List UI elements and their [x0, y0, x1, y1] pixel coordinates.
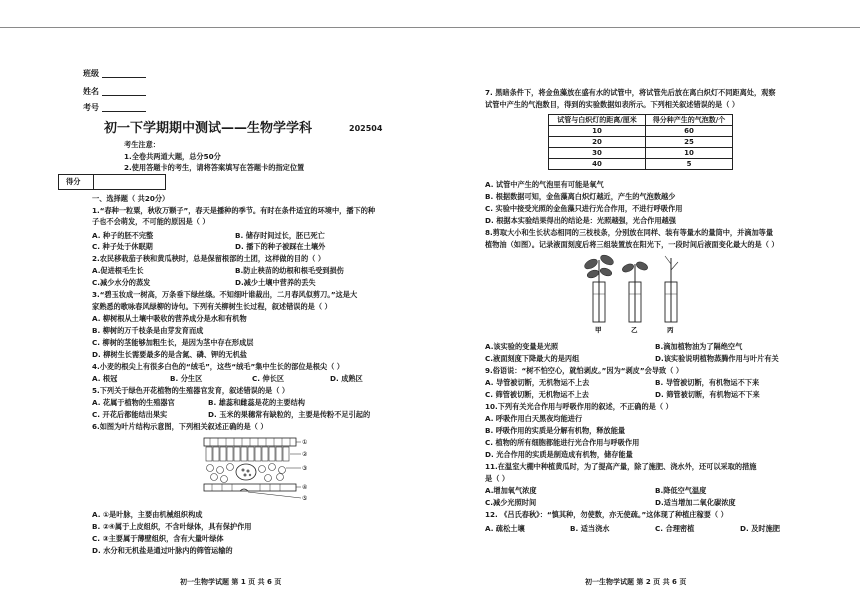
q6-option-b: B. ②④属于上皮组织，不含叶绿体，具有保护作用 [92, 522, 252, 531]
notes-line-1: 1.全卷共两道大题，总分50分 [124, 152, 221, 161]
table-cell: 20 [549, 137, 646, 148]
q7-option-a: A. 试管中产生的气泡里有可能是氧气 [485, 180, 604, 189]
q1-line-2: 子也不会萌发，不可能的原因是（ ） [92, 217, 210, 226]
q8-option-a: A.该实验的变量是光照 [485, 342, 559, 351]
q3-line-2: 家熟悉的歌咏春风绿柳的诗句。下列有关柳树生长过程，叙述错误的是（ ） [92, 302, 332, 311]
class-field-label: 班级 [83, 69, 99, 78]
q11-line-2: 是（ ） [485, 474, 510, 483]
q6-option-a: A. ①是叶脉，主要由机械组织构成 [92, 510, 203, 519]
score-box [58, 174, 166, 190]
q1-line-1: 1.“春种一粒粟，秋收万颗子”，春天是播种的季节。有时在条件适宜的环境中，播下的种 [92, 206, 376, 215]
figure-label-2: ② [302, 451, 308, 458]
q4-option-a: A. 根冠 [92, 374, 118, 383]
cylinder-label-bing: 丙 [667, 326, 674, 334]
q6-stem: 6.如图为叶片结构示意图，下列相关叙述正确的是（ ） [92, 422, 268, 431]
left-page-footer: 初一生物学试题 第 1 页 共 6 页 [180, 578, 282, 586]
q9-stem: 9.俗语说：“树不怕空心，就怕剥皮。”因为“剥皮”会导致（ ） [485, 366, 684, 375]
q10-option-a: A. 呼吸作用白天黑夜均能进行 [485, 414, 583, 423]
q4-stem: 4.小麦的根尖上有很多白色的“绒毛”，这些“绒毛”集中生长的部位是根尖（ ） [92, 362, 344, 371]
q2-option-a: A.促进根毛生长 [92, 266, 144, 275]
q3-line-1: 3.“碧玉妆成一树高，万条垂下绿丝绦。不知细叶谁裁出，二月春风似剪刀。”这是大 [92, 290, 358, 299]
q8-option-b: B.滴加植物油为了隔绝空气 [655, 342, 743, 351]
q9-option-a: A. 导管被切断，无机物运不上去 [485, 378, 590, 387]
q6-option-c: C. ③主要属于薄壁组织，含有大量叶绿体 [92, 534, 224, 543]
branch-cylinders-figure [583, 250, 693, 334]
q4-option-b: B. 分生区 [170, 374, 203, 383]
q12-option-b: B. 适当浇水 [570, 524, 610, 533]
q3-option-d: D. 柳树生长需要最多的是含氮、磷、钾的无机盐 [92, 350, 247, 359]
q8-line-1: 8.剪取大小和生长状态相同的三枝枝条，分别放在同样、装有等量水的量筒中，并滴加等量 [485, 228, 774, 237]
q2-option-c: C.减少水分的蒸发 [92, 278, 151, 287]
table-cell: 25 [646, 137, 733, 148]
q1-option-d: D. 播下的种子被踩在土壤外 [235, 242, 326, 251]
table-cell: 30 [549, 148, 646, 159]
q8-option-d: D.该实验说明植物蒸腾作用与叶片有关 [655, 354, 779, 363]
q9-option-b: B. 导管被切断，有机物运不下来 [655, 378, 760, 387]
table-header-bubbles: 得分种产生的气泡数/个 [646, 115, 733, 126]
q10-option-d: D. 光合作用的实质是制造成有机物，储存能量 [485, 450, 633, 459]
figure-label-3: ③ [302, 465, 308, 472]
table-cell: 60 [646, 126, 733, 137]
q1-option-c: C. 种子处于休眠期 [92, 242, 153, 251]
q3-option-b: B. 柳树的万千枝条是由芽发育而成 [92, 326, 204, 335]
q8-line-2: 植物油（如图）。记录液面刻度后将三组装置放在阳光下，一段时间后液面变化最大的是（ ） [485, 240, 779, 249]
notes-title: 考生注意： [124, 140, 160, 149]
q11-option-b: B.降低空气温度 [655, 486, 707, 495]
q7-line-2: 试管中产生的气泡数目，得到的实验数据如表所示。下列相关叙述错误的是（ ） [485, 100, 740, 109]
q12-stem: 12. 《吕氏春秋》：“慎其种，勿使数，亦无使疏。”这体现了种植庄稼要（ ） [485, 510, 728, 519]
figure-label-1: ① [302, 439, 308, 446]
id-field-label: 考号 [83, 103, 99, 112]
q10-stem: 10.下列有关光合作用与呼吸作用的叙述，不正确的是（ ） [485, 402, 673, 411]
q2-option-d: D.减少土壤中营养的丢失 [235, 278, 316, 287]
name-field-line [102, 95, 146, 96]
exam-sheet [30, 30, 835, 590]
table-row [549, 137, 733, 148]
figure-label-4: ④ [302, 484, 308, 491]
q12-option-c: C. 合理密植 [655, 524, 695, 533]
q4-option-d: D. 成熟区 [330, 374, 363, 383]
table-cell: 10 [549, 126, 646, 137]
scan-top-edge [0, 27, 860, 28]
notes-line-2: 2.使用答题卡的考生，请将答案填写在答题卡的指定位置 [124, 163, 305, 172]
q5-option-d: D. 玉米的果穗常有缺粒的，主要是传粉不足引起的 [208, 410, 371, 419]
q7-option-b: B. 根据数据可知，金鱼藻离白炽灯越近，产生的气泡数越少 [485, 192, 676, 201]
q11-option-d: D.适当增加二氧化碳浓度 [655, 498, 736, 507]
q7-option-d: D. 根据本实验结果得出的结论是：光照越强，光合作用越强 [485, 216, 676, 225]
table-cell: 40 [549, 159, 646, 170]
q4-option-c: C. 伸长区 [252, 374, 285, 383]
q9-option-d: D. 筛管被切断，有机物运不下来 [655, 390, 760, 399]
q5-option-b: B. 雄蕊和雌蕊是花的主要结构 [208, 398, 305, 407]
q10-option-b: B. 呼吸作用的实质是分解有机物，释放能量 [485, 426, 626, 435]
cylinder-label-jia: 甲 [595, 326, 602, 334]
q10-option-c: C. 植物的所有细胞都能进行光合作用与呼吸作用 [485, 438, 640, 447]
q11-option-c: C.减少光照时间 [485, 498, 537, 507]
q12-option-a: A. 疏松土壤 [485, 524, 525, 533]
q8-option-c: C.液面刻度下降最大的是丙组 [485, 354, 580, 363]
right-page-footer: 初一生物学试题 第 2 页 共 6 页 [585, 578, 687, 586]
q3-option-a: A. 柳树根从土壤中吸收的营养成分是水和有机物 [92, 314, 247, 323]
table-cell: 10 [646, 148, 733, 159]
q6-option-d: D. 水分和无机盐是通过叶脉内的筛管运输的 [92, 546, 233, 555]
table-header-distance: 试管与白炽灯的距离/厘米 [549, 115, 646, 126]
table-row [549, 126, 733, 137]
q5-option-a: A. 花属于植物的生殖器官 [92, 398, 175, 407]
q3-option-c: C. 柳树的茎能够加粗生长，是因为茎中存在形成层 [92, 338, 254, 347]
figure-label-5: ⑤ [302, 495, 308, 502]
name-field-label: 姓名 [83, 87, 99, 96]
q1-option-a: A. 种子的胚不完整 [92, 231, 154, 240]
q2-stem: 2.农民移栽茄子秧和黄瓜秧时，总是保留根部的土团，这样做的目的（ ） [92, 254, 326, 263]
q11-option-a: A.增加氧气浓度 [485, 486, 537, 495]
q2-option-b: B.防止秧苗的幼根和根毛受到损伤 [235, 266, 344, 275]
q1-option-b: B. 储存时间过长，胚已死亡 [235, 231, 325, 240]
q11-line-1: 11.在温室大棚中种植黄瓜时，为了提高产量，除了施肥、浇水外，还可以采取的措施 [485, 462, 757, 471]
id-field-line [102, 111, 146, 112]
table-cell: 5 [646, 159, 733, 170]
q7-line-1: 7. 黑暗条件下，将金鱼藻放在盛有水的试管中，将试管先后放在离白炽灯不同距离处，观察 [485, 88, 776, 97]
exam-title: 初一下学期期中测试——生物学学科 [104, 121, 313, 136]
score-label: 得分 [66, 177, 81, 186]
table-row [549, 159, 733, 170]
q9-option-c: C. 筛管被切断，无机物运不上去 [485, 390, 589, 399]
cylinder-label-yi: 乙 [631, 326, 638, 334]
q5-option-c: C. 开花后都能结出果实 [92, 410, 168, 419]
class-field-line [102, 77, 146, 78]
q7-data-table [548, 114, 733, 170]
q5-stem: 5.下列关于绿色开花植物的生殖器官发育，叙述错误的是（ ） [92, 386, 290, 395]
q12-option-d: D. 及时施肥 [740, 524, 780, 533]
section-title: 一、选择题（ 共20分） [92, 194, 170, 203]
leaf-cross-section-figure [200, 434, 312, 504]
table-row [549, 148, 733, 159]
q7-option-c: C. 实验中接受光照的金鱼藻只进行光合作用，不进行呼吸作用 [485, 204, 683, 213]
exam-code: 202504 [349, 124, 383, 133]
